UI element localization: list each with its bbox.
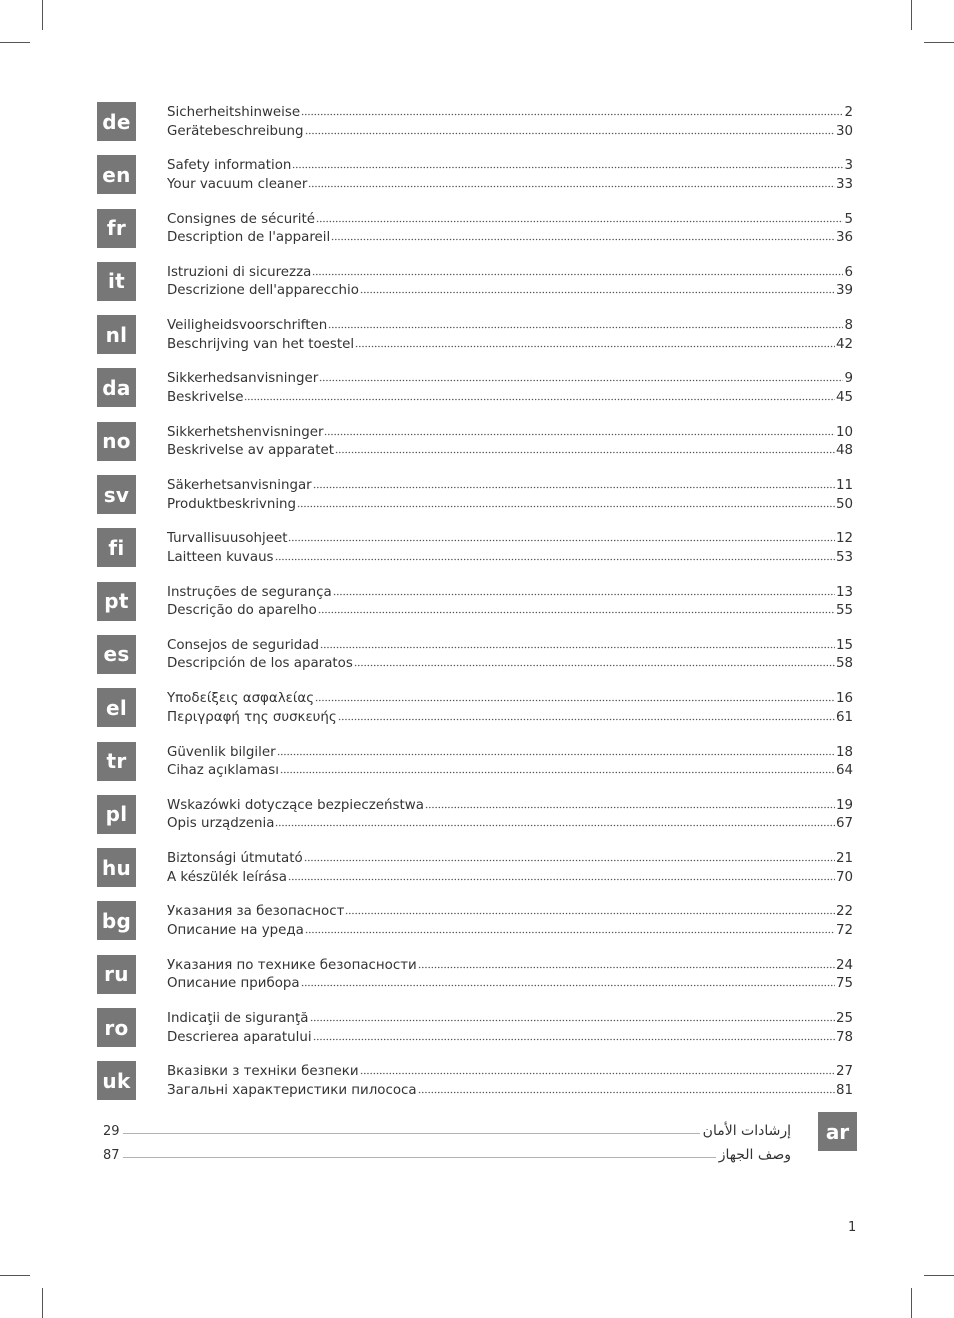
language-tab-it[interactable]: it <box>97 262 136 301</box>
toc-entry[interactable] <box>167 1010 853 1029</box>
table-of-contents <box>97 102 857 1115</box>
toc-entry[interactable] <box>167 317 853 336</box>
leader-dots <box>275 816 835 827</box>
leader-dots <box>244 390 834 401</box>
toc-entry[interactable] <box>167 176 853 195</box>
toc-page: 5 <box>844 211 853 227</box>
toc-title: وصف الجهاز <box>718 1147 791 1163</box>
toc-entry[interactable] <box>103 1143 791 1167</box>
toc-title: Beskrivelse <box>167 389 244 405</box>
toc-title: Instruções de segurança <box>167 584 332 600</box>
toc-entry[interactable] <box>167 282 853 301</box>
toc-page: 10 <box>835 424 853 440</box>
toc-page: 36 <box>835 230 853 246</box>
leader-dots <box>305 923 835 934</box>
language-tab-uk[interactable]: uk <box>97 1061 136 1100</box>
toc-page: 25 <box>835 1011 853 1027</box>
toc-page: 55 <box>835 603 853 619</box>
toc-page: 58 <box>835 656 853 672</box>
toc-entry[interactable] <box>167 637 853 656</box>
leader-dots <box>318 603 835 614</box>
toc-section-de <box>97 102 857 155</box>
leader-dots <box>328 318 843 329</box>
toc-section-bg <box>97 901 857 954</box>
crop-mark <box>911 0 912 30</box>
toc-section-tr <box>97 742 857 795</box>
toc-entries <box>167 477 853 514</box>
crop-mark <box>0 1275 30 1276</box>
toc-entry[interactable] <box>167 922 853 941</box>
toc-entry[interactable] <box>167 1063 853 1082</box>
leader-dots <box>292 158 843 169</box>
toc-title: Sikkerhedsanvisninger <box>167 371 319 387</box>
leader-dots <box>305 124 835 135</box>
toc-section-hu <box>97 848 857 901</box>
toc-title: Istruzioni di sicurezza <box>167 264 312 280</box>
leader-dots <box>313 1030 835 1041</box>
crop-mark <box>924 42 954 43</box>
toc-entry[interactable] <box>167 709 853 728</box>
toc-page: 81 <box>835 1082 853 1098</box>
leader-dots <box>123 1125 700 1135</box>
leader-dots <box>418 958 835 969</box>
leader-dots <box>355 337 835 348</box>
leader-dots <box>277 745 835 756</box>
language-tab-en[interactable]: en <box>97 155 136 194</box>
toc-entry[interactable] <box>167 903 853 922</box>
toc-title: Güvenlik bilgiler <box>167 744 276 760</box>
toc-section-da <box>97 368 857 421</box>
toc-page: 11 <box>835 478 853 494</box>
language-tab-tr[interactable]: tr <box>97 742 136 781</box>
toc-title: Produktbeskrivning <box>167 496 297 512</box>
toc-title: Biztonsági útmutató <box>167 851 303 867</box>
toc-entry[interactable] <box>167 975 853 994</box>
toc-page: 8 <box>844 318 853 334</box>
toc-page: 61 <box>835 709 853 725</box>
toc-page: 24 <box>835 957 853 973</box>
leader-dots <box>338 710 835 721</box>
leader-dots <box>345 904 835 915</box>
leader-dots <box>288 870 835 881</box>
language-tab-pt[interactable]: pt <box>97 582 136 621</box>
toc-title: Consejos de seguridad <box>167 637 320 653</box>
toc-entry[interactable] <box>167 850 853 869</box>
leader-dots <box>324 425 834 436</box>
leader-dots <box>319 371 843 382</box>
toc-entries <box>167 903 853 940</box>
toc-page: 21 <box>835 851 853 867</box>
toc-entry[interactable] <box>167 264 853 283</box>
language-tab-el[interactable]: el <box>97 688 136 727</box>
toc-section-no <box>97 422 857 475</box>
toc-section-it <box>97 262 857 315</box>
toc-title: Gerätebeschreibung <box>167 123 304 139</box>
toc-entries <box>167 530 853 567</box>
language-tab-es[interactable]: es <box>97 635 136 674</box>
toc-title: Cihaz açıklaması <box>167 763 279 779</box>
toc-entry[interactable] <box>167 229 853 248</box>
toc-title: Sikkerhetshenvisninger <box>167 424 324 440</box>
crop-mark <box>0 42 30 43</box>
toc-entries <box>167 744 853 781</box>
toc-page: 18 <box>835 744 853 760</box>
toc-title: Υποδείξεις ασφαλείας <box>167 691 315 707</box>
toc-title: Описание на уреда <box>167 922 304 938</box>
toc-entry[interactable] <box>167 123 853 142</box>
crop-mark <box>42 1288 43 1318</box>
toc-page: 72 <box>835 922 853 938</box>
toc-entry[interactable] <box>167 389 853 408</box>
toc-page: 22 <box>835 904 853 920</box>
toc-title: Consignes de sécurité <box>167 211 315 227</box>
toc-entries <box>167 690 853 727</box>
leader-dots <box>304 851 835 862</box>
crop-mark <box>42 0 43 30</box>
toc-entry[interactable] <box>103 1119 791 1143</box>
toc-page: 19 <box>835 797 853 813</box>
toc-title: Descripción de los aparatos <box>167 656 353 672</box>
toc-title: Sicherheitshinweise <box>167 105 301 120</box>
toc-entries <box>167 637 853 674</box>
leader-dots <box>418 1083 835 1094</box>
leader-dots <box>333 585 835 596</box>
language-tab-pl[interactable]: pl <box>97 795 136 834</box>
language-tab-de[interactable]: de <box>97 102 136 141</box>
crop-mark <box>924 1275 954 1276</box>
toc-entry[interactable] <box>167 797 853 816</box>
toc-title: Description de l'appareil <box>167 230 331 246</box>
leader-dots <box>360 1064 835 1075</box>
toc-entry[interactable] <box>167 424 853 443</box>
toc-section-fi <box>97 528 857 581</box>
toc-page: 16 <box>835 691 853 707</box>
toc-entry[interactable] <box>167 157 853 176</box>
toc-entry[interactable] <box>167 1029 853 1048</box>
toc-page: 12 <box>835 531 853 547</box>
toc-entry[interactable] <box>167 442 853 461</box>
toc-title: Descrição do aparelho <box>167 603 317 619</box>
toc-title: Safety information <box>167 158 292 174</box>
toc-entry[interactable] <box>167 477 853 496</box>
toc-page: 42 <box>835 336 853 352</box>
toc-section-el <box>97 688 857 741</box>
toc-page: 15 <box>835 637 853 653</box>
toc-entry[interactable] <box>167 496 853 515</box>
toc-title: Вказівки з техніки безпеки <box>167 1064 359 1080</box>
toc-title: Turvallisuusohjeet <box>167 531 288 547</box>
leader-dots <box>360 283 835 294</box>
toc-title: Descrizione dell'apparecchio <box>167 283 359 299</box>
toc-entries <box>167 211 853 248</box>
toc-title: Your vacuum cleaner <box>167 176 308 192</box>
toc-title: Указания по технике безопасности <box>167 957 417 973</box>
toc-section-nl <box>97 315 857 368</box>
toc-section-fr <box>97 209 857 262</box>
language-tab-fi[interactable]: fi <box>97 528 136 567</box>
toc-entry[interactable] <box>167 655 853 674</box>
toc-page: 48 <box>835 443 853 459</box>
language-tab-da[interactable]: da <box>97 368 136 407</box>
toc-title: Descrierea aparatului <box>167 1029 312 1045</box>
toc-title: Описание прибора <box>167 976 300 992</box>
leader-dots <box>315 691 835 702</box>
language-tab-ar[interactable]: ar <box>818 1112 857 1151</box>
toc-entries <box>167 317 853 354</box>
toc-title: Загальні характеристики пилососа <box>167 1082 417 1098</box>
toc-title: Indicaţii de siguranţă <box>167 1011 309 1027</box>
toc-entry[interactable] <box>167 104 853 123</box>
leader-dots <box>308 177 835 188</box>
toc-entries <box>167 157 853 194</box>
leader-dots <box>313 478 835 489</box>
language-tab-ro[interactable]: ro <box>97 1008 136 1047</box>
leader-dots <box>331 230 835 241</box>
toc-entry[interactable] <box>167 744 853 763</box>
toc-page: 9 <box>844 371 853 387</box>
leader-dots <box>310 1011 835 1022</box>
language-tab-nl[interactable]: nl <box>97 315 136 354</box>
leader-dots <box>301 105 843 116</box>
leader-dots <box>335 443 835 454</box>
toc-page: 29 <box>103 1124 120 1139</box>
toc-entry[interactable] <box>167 1082 853 1101</box>
toc-entry[interactable] <box>167 815 853 834</box>
toc-section-uk <box>97 1061 857 1114</box>
toc-page: 2 <box>844 105 853 120</box>
toc-title: Wskazówki dotyczące bezpieczeństwa <box>167 797 424 813</box>
leader-dots <box>312 265 843 276</box>
toc-page: 30 <box>835 123 853 139</box>
toc-page: 33 <box>835 176 853 192</box>
toc-title: Περιγραφή της συσκευής <box>167 709 337 725</box>
toc-title: Veiligheidsvoorschriften <box>167 318 328 334</box>
toc-page: 6 <box>844 264 853 280</box>
toc-entry[interactable] <box>167 762 853 781</box>
toc-title: A készülék leírása <box>167 869 287 885</box>
leader-dots <box>320 638 835 649</box>
toc-entries <box>167 424 853 461</box>
toc-title: Beschrijving van het toestel <box>167 336 355 352</box>
language-tab-sv[interactable]: sv <box>97 475 136 514</box>
toc-entry[interactable] <box>167 584 853 603</box>
toc-entry[interactable] <box>167 530 853 549</box>
toc-entries <box>167 370 853 407</box>
toc-title: إرشادات الأمان <box>702 1123 791 1139</box>
leader-dots <box>316 212 844 223</box>
toc-page: 39 <box>835 283 853 299</box>
toc-entry[interactable] <box>167 549 853 568</box>
toc-entries <box>167 1010 853 1047</box>
leader-dots <box>123 1149 716 1159</box>
page-number: 1 <box>848 1220 857 1235</box>
leader-dots <box>297 497 835 508</box>
toc-section-ru <box>97 955 857 1008</box>
toc-section-en <box>97 155 857 208</box>
toc-page: 87 <box>103 1148 120 1163</box>
toc-title: Beskrivelse av apparatet <box>167 443 334 459</box>
toc-entries <box>167 797 853 834</box>
language-tab-no[interactable]: no <box>97 422 136 461</box>
toc-section-sv <box>97 475 857 528</box>
toc-entry[interactable] <box>167 957 853 976</box>
toc-section-es <box>97 635 857 688</box>
toc-entries <box>167 264 853 301</box>
crop-mark <box>911 1288 912 1318</box>
toc-entry[interactable] <box>167 336 853 355</box>
toc-title: Opis urządzenia <box>167 816 275 832</box>
toc-section-ar <box>97 1112 857 1172</box>
language-tab-hu[interactable]: hu <box>97 848 136 887</box>
toc-entry[interactable] <box>167 211 853 230</box>
toc-page: 64 <box>835 763 853 779</box>
language-tab-fr[interactable]: fr <box>97 209 136 248</box>
toc-entry[interactable] <box>167 602 853 621</box>
toc-entries <box>167 104 853 141</box>
leader-dots <box>301 976 835 987</box>
toc-section-pl <box>97 795 857 848</box>
toc-title: Указания за безопасност <box>167 904 345 920</box>
toc-entries <box>167 1063 853 1100</box>
toc-page: 13 <box>835 584 853 600</box>
toc-page: 78 <box>835 1029 853 1045</box>
toc-entries <box>167 957 853 994</box>
language-tab-ru[interactable]: ru <box>97 955 136 994</box>
leader-dots <box>354 656 835 667</box>
toc-page: 3 <box>844 158 853 174</box>
toc-entries <box>167 850 853 887</box>
toc-page: 50 <box>835 496 853 512</box>
language-tab-bg[interactable]: bg <box>97 901 136 940</box>
leader-dots <box>280 763 835 774</box>
toc-page: 75 <box>835 976 853 992</box>
toc-title: Laitteen kuvaus <box>167 549 274 565</box>
toc-page: 45 <box>835 389 853 405</box>
toc-page: 27 <box>835 1064 853 1080</box>
toc-title: Säkerhetsanvisningar <box>167 478 312 494</box>
toc-page: 67 <box>835 816 853 832</box>
leader-dots <box>275 550 835 561</box>
toc-entry[interactable] <box>167 869 853 888</box>
toc-entries <box>167 584 853 621</box>
toc-page: 70 <box>835 869 853 885</box>
toc-page: 53 <box>835 549 853 565</box>
toc-section-ro <box>97 1008 857 1061</box>
toc-section-pt <box>97 582 857 635</box>
leader-dots <box>425 798 835 809</box>
toc-entry[interactable] <box>167 370 853 389</box>
toc-entry[interactable] <box>167 690 853 709</box>
leader-dots <box>288 531 834 542</box>
